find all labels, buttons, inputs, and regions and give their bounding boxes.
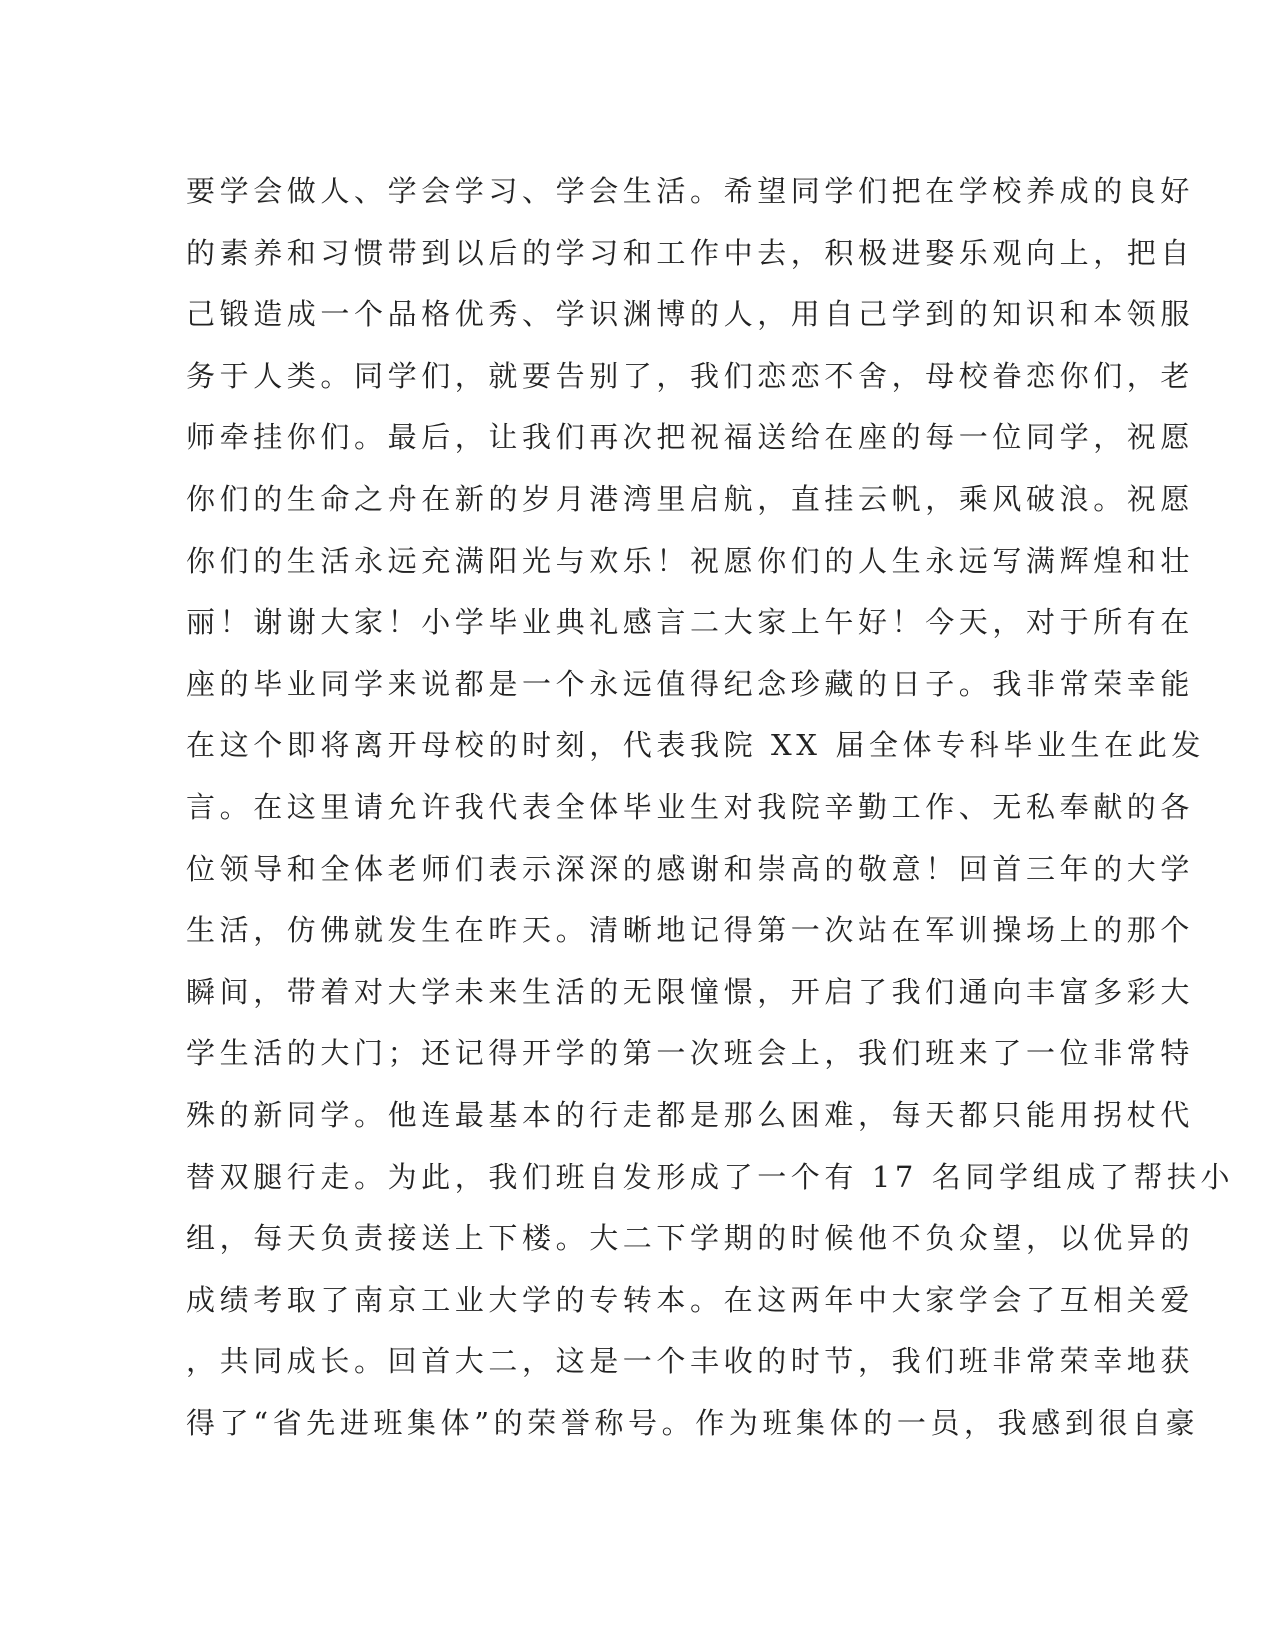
text-line: 座的毕业同学来说都是一个永远值得纪念珍藏的日子。我非常荣幸能 [186,666,1195,701]
text-line: 言。在这里请允许我代表全体毕业生对我院辛勤工作、无私奉献的各 [186,789,1195,824]
text-line: 你们的生命之舟在新的岁月港湾里启航，直挂云帆，乘风破浪。祝愿 [186,481,1195,516]
text-line: 己锻造成一个品格优秀、学识渊博的人，用自己学到的知识和本领服 [186,297,1195,332]
text-line: 殊的新同学。他连最基本的行走都是那么困难，每天都只能用拐杖代 [186,1097,1195,1132]
text-line: 要学会做人、学会学习、学会生活。希望同学们把在学校养成的良好 [186,174,1195,208]
text-line: 生活，仿佛就发生在昨天。清晰地记得第一次站在军训操场上的那个 [186,913,1195,948]
text-line: 在这个即将离开母校的时刻，代表我院 XX 届全体专科毕业生在此发 [186,728,1205,763]
body-text [186,161,1235,1454]
text-line: 替双腿行走。为此，我们班自发形成了一个有 17 名同学组成了帮扶小 [186,1159,1235,1194]
text-line: 你们的生活永远充满阳光与欢乐！祝愿你们的人生永远写满辉煌和壮 [186,543,1195,578]
text-line: 丽！谢谢大家！小学毕业典礼感言二大家上午好！今天，对于所有在 [186,605,1195,640]
text-line: 组，每天负责接送上下楼。大二下学期的时候他不负众望，以优异的 [186,1221,1195,1256]
text-line: 成绩考取了南京工业大学的专转本。在这两年中大家学会了互相关爱 [186,1282,1195,1317]
text-line: 位领导和全体老师们表示深深的感谢和崇高的敬意！回首三年的大学 [186,851,1195,886]
text-line: 学生活的大门；还记得开学的第一次班会上，我们班来了一位非常特 [186,1036,1195,1071]
text-line: 师牵挂你们。最后，让我们再次把祝福送给在座的每一位同学，祝愿 [186,420,1195,455]
text-line: 务于人类。同学们，就要告别了，我们恋恋不舍，母校眷恋你们，老 [186,358,1195,393]
text-line: 得了“省先进班集体”的荣誉称号。作为班集体的一员，我感到很自豪 [186,1405,1200,1440]
text-line: 的素养和习惯带到以后的学习和工作中去，积极进娶乐观向上，把自 [186,235,1195,270]
text-line: ，共同成长。回首大二，这是一个丰收的时节，我们班非常荣幸地获 [186,1344,1195,1379]
text-line: 瞬间，带着对大学未来生活的无限憧憬，开启了我们通向丰富多彩大 [186,974,1195,1009]
